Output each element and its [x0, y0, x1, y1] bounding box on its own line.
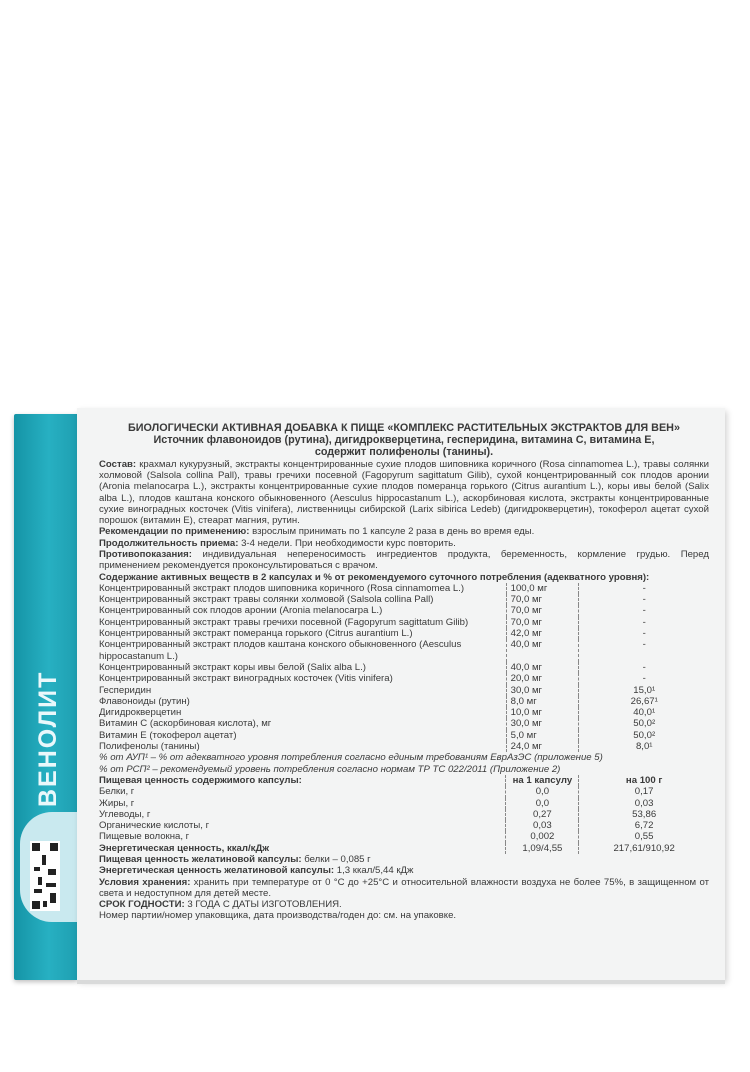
box-side-panel [14, 414, 77, 980]
active-row [99, 730, 709, 741]
active-name: Витамин С (аскорбиновая кислота), мг [99, 718, 272, 730]
active-row [99, 673, 709, 684]
active-name: Витамин Е (токоферол ацетат) [99, 729, 237, 741]
active-percent: 40,0¹ [579, 707, 709, 718]
active-name: Гесперидин [99, 684, 152, 696]
label-text [99, 422, 709, 922]
active-row [99, 718, 709, 729]
nutrition-per-100g: 53,86 [579, 809, 709, 820]
active-row [99, 707, 709, 718]
active-name: Дигидрокверцетин [99, 707, 182, 719]
nutrition-per-100g: 217,61/910,92 [579, 843, 709, 854]
nutrition-table [99, 775, 709, 854]
active-amount: 24,0 мг [506, 741, 579, 752]
gelatin-value: Пищевая ценность желатиновой капсулы: белки – 0,085 г [99, 854, 371, 865]
product-box [14, 408, 726, 983]
active-name: Концентрированный экстракт плодов шиповника коричного (Rosa cinnamomea L.) [99, 582, 465, 594]
active-name: Концентрированный сок плодов аронии (Aronia melanocarpa L.) [99, 605, 383, 617]
active-row [99, 639, 709, 662]
duration: Продолжительность приема: 3-4 недели. При необходимости курс повторить. [99, 537, 456, 549]
nutrition-per-100g: 0,55 [579, 831, 709, 842]
active-percent: - [579, 628, 709, 639]
nutrition-per-100g: 6,72 [579, 820, 709, 831]
active-row [99, 605, 709, 616]
active-amount: 20,0 мг [506, 673, 579, 684]
nutrition-title: Пищевая ценность содержимого капсулы: [99, 774, 302, 786]
gelatin-energy: Энергетическая ценность желатиновой капсулы: 1,3 ккал/5,44 кДж [99, 865, 414, 877]
active-name: Концентрированный экстракт коры ивы белой (Salix alba L.) [99, 661, 366, 673]
nutrition-col1: на 1 капсулу [506, 775, 579, 786]
nutrition-name: Пищевые волокна, г [99, 831, 190, 843]
qr-code-icon [30, 841, 60, 911]
active-percent: 15,0¹ [579, 685, 709, 696]
active-row [99, 628, 709, 639]
nutrition-row [99, 831, 709, 842]
active-percent: 26,67¹ [579, 696, 709, 707]
nutrition-row [99, 820, 709, 831]
active-name: Концентрированный экстракт плодов каштана конского обыкновенного (Aesculus hippocastanum L.) [99, 639, 462, 662]
active-name: Полифенолы (танины) [99, 741, 200, 753]
box-front-face [77, 408, 725, 980]
active-percent: - [579, 662, 709, 673]
active-percent: - [579, 594, 709, 605]
active-name: Концентрированный экстракт померанца горького (Citrus aurantium L.) [99, 628, 413, 640]
active-amount: 30,0 мг [506, 718, 579, 729]
nutrition-row [99, 809, 709, 820]
nutrition-name: Жиры, г [99, 797, 135, 809]
note-aup: % от АУП¹ – % от адекватного уровня потребления согласно единым требованиям ЕврАзЭС (приложение 5) [99, 752, 603, 764]
active-amount: 70,0 мг [506, 605, 579, 616]
active-percent: - [579, 617, 709, 628]
active-amount: 70,0 мг [506, 617, 579, 628]
active-amount: 10,0 мг [506, 707, 579, 718]
active-name: Концентрированный экстракт травы гречихи посевной (Fagopyrum sagittatum Gilib) [99, 616, 469, 628]
active-header: Содержание активных веществ в 2 капсулах и % от рекомендуемого суточного потребления (адекватного уровня): [99, 571, 650, 583]
active-row [99, 662, 709, 673]
active-percent: - [579, 605, 709, 616]
active-amount: 100,0 мг [506, 583, 579, 594]
nutrition-per-capsule: 0,03 [506, 820, 579, 831]
active-row [99, 583, 709, 594]
active-percent: - [579, 583, 709, 594]
active-amount: 40,0 мг [506, 662, 579, 673]
box-bottom-edge [77, 980, 725, 984]
nutrition-name: Энергетическая ценность, ккал/кДж [99, 842, 270, 854]
active-row [99, 617, 709, 628]
brand-name: ВЕНОЛИТ [34, 670, 62, 808]
active-amount: 8,0 мг [506, 696, 579, 707]
active-percent: 50,0² [579, 718, 709, 729]
active-row [99, 685, 709, 696]
nutrition-per-capsule: 1,09/4,55 [506, 843, 579, 854]
nutrition-row [99, 798, 709, 809]
nutrition-per-capsule: 0,002 [506, 831, 579, 842]
active-name: Флавоноиды (рутин) [99, 695, 190, 707]
nutrition-name: Органические кислоты, г [99, 820, 210, 832]
batch-info: Номер партии/номер упаковщика, дата производства/годен до: см. на упаковке. [99, 910, 457, 922]
note-rsp: % от РСП² – рекомендуемый уровень потребления согласно нормам ТР ТС 022/2011 (Приложение 2) [99, 763, 561, 775]
shelf-life: СРОК ГОДНОСТИ: 3 ГОДА С ДАТЫ ИЗГОТОВЛЕНИЯ. [99, 899, 342, 911]
nutrition-col2: на 100 г [579, 775, 709, 786]
contraindications: Противопоказания: индивидуальная непереносимость ингредиентов продукта, беременность, кормление грудью. Перед применением рекомендуется проконсультироваться с врачом. [99, 548, 709, 572]
active-percent: 8,0¹ [579, 741, 709, 752]
nutrition-per-capsule: 0,0 [506, 786, 579, 797]
nutrition-row [99, 786, 709, 797]
active-row [99, 594, 709, 605]
active-name: Концентрированный экстракт травы солянки холмовой (Salsola collina Pall) [99, 594, 434, 606]
nutrition-per-100g: 0,17 [579, 786, 709, 797]
active-percent: - [579, 639, 709, 662]
product-title: БИОЛОГИЧЕСКИ АКТИВНАЯ ДОБАВКА К ПИЩЕ «КОМПЛЕКС РАСТИТЕЛЬНЫХ ЭКСТРАКТОВ ДЛЯ ВЕН» Источник флавоноидов (рутина), дигидрокверцетина, гесперидина, витамина С, витамина Е, содержит полифенолы (танины). [128, 422, 680, 459]
nutrition-name: Белки, г [99, 786, 135, 798]
active-percent: 50,0² [579, 730, 709, 741]
active-amount: 42,0 мг [506, 628, 579, 639]
nutrition-per-capsule: 0,0 [506, 798, 579, 809]
storage: Условия хранения: хранить при температуре от 0 °С до +25°С и относительной влажности воздуха не более 75%, в защищенном от света и недоступном для детей месте. [99, 876, 709, 899]
composition: Состав: крахмал кукурузный, экстракты концентрированные сухие плодов шиповника коричного (Rosa cinnamomea L.), травы солянки холмовой (Salsola collina Pall), травы гречихи посевной (Fagopyrum sagittatum Gilib), сухой концентрированный сок плодов аронии (Aronia melanocarpa L.), экстракты концентрированные сухие плодов померанца горького (Citrus aurantium L.), коры ивы белой (Salix alba L.), плодов каштана конского обыкновенного (Aesculus hippocastanum L.), аскорбиновая кислота, экстракты концентрированные сухие виноградных косточек (Vitis vinifera), лиственницы сибирской (Larix sibirica Ledeb) (дигидрокверцетин), токоферол ацетат сухой порошок (витамин Е), стеарат магния, рутин. [99, 458, 709, 527]
nutrition-name: Углеводы, г [99, 808, 151, 820]
active-row [99, 741, 709, 752]
nutrition-per-100g: 0,03 [579, 798, 709, 809]
nutrition-per-capsule: 0,27 [506, 809, 579, 820]
active-amount: 40,0 мг [506, 639, 579, 662]
active-substances-table [99, 583, 709, 752]
active-amount: 30,0 мг [506, 685, 579, 696]
active-row [99, 696, 709, 707]
nutrition-row [99, 843, 709, 854]
active-name: Концентрированный экстракт виноградных косточек (Vitis vinifera) [99, 673, 393, 685]
active-amount: 70,0 мг [506, 594, 579, 605]
active-amount: 5,0 мг [506, 730, 579, 741]
active-percent: - [579, 673, 709, 684]
recommendations: Рекомендации по применению: взрослым принимать по 1 капсуле 2 раза в день во время еды. [99, 526, 535, 538]
